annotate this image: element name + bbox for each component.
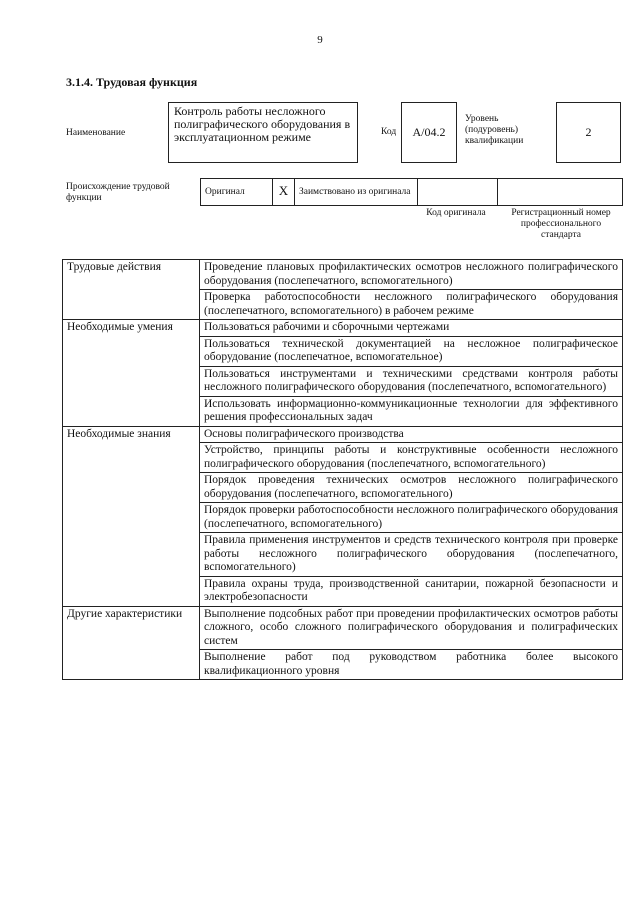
- origin-label: Происхождение трудовой функции: [66, 182, 170, 203]
- category-cell: Трудовые действия: [63, 260, 200, 320]
- description-cell: Проведение плановых профилактических осмотров несложного полиграфического оборудования (послепечатного, вспомогательного): [200, 260, 623, 290]
- description-cell: Основы полиграфического производства: [200, 426, 623, 443]
- code-original-cell: [418, 179, 498, 206]
- description-cell: Пользоваться инструментами и техническими средствами контроля работы несложного полиграфического оборудования (послепечатного, вспомогательного): [200, 366, 623, 396]
- description-cell: Проверка работоспособности несложного полиграфического оборудования (послепечатного, вспомогательного) в рабочем режиме: [200, 290, 623, 320]
- category-cell: Другие характеристики: [63, 606, 200, 680]
- name-label: Наименование: [66, 128, 126, 138]
- function-name-box: Контроль работы несложного полиграфического оборудования в эксплуатационном режиме: [168, 102, 358, 163]
- original-cell: [201, 179, 273, 206]
- description-cell: Выполнение подсобных работ при проведении профилактических осмотров работы сложного, особо сложного полиграфического оборудования и полиграфических систем: [200, 606, 623, 650]
- table-row: [63, 426, 623, 443]
- reg-number-cell: [498, 179, 623, 206]
- description-cell: Пользоваться рабочими и сборочными чертежами: [200, 320, 623, 337]
- qualification-level-label: Уровень (подуровень) квалификации: [465, 114, 524, 146]
- original-label: Оригинал: [205, 187, 245, 197]
- description-cell: Пользоваться технической документацией на несложное полиграфическое оборудование (послепечатное, вспомогательное): [200, 336, 623, 366]
- description-cell: Порядок проведения технических осмотров несложного полиграфического оборудования (послепечатного, вспомогательного): [200, 473, 623, 503]
- description-cell: Правила охраны труда, производственной санитарии, пожарной безопасности и электробезопасности: [200, 576, 623, 606]
- table-row: [63, 606, 623, 650]
- section-title: 3.1.4. Трудовая функция: [66, 75, 198, 89]
- category-cell: Необходимые умения: [63, 320, 200, 427]
- description-cell: Порядок проверки работоспособности несложного полиграфического оборудования (послепечатного, вспомогательного): [200, 503, 623, 533]
- code-original-label: Код оригинала: [426, 208, 486, 218]
- table-row: [63, 260, 623, 290]
- page-number: 9: [317, 34, 323, 46]
- origin-table: [200, 178, 623, 206]
- original-mark: X: [273, 179, 295, 206]
- qualification-level-box: 2: [556, 102, 621, 163]
- description-cell: Использовать информационно-коммуникационные технологии для эффективного решения профессиональных задач: [200, 396, 623, 426]
- category-cell: Необходимые знания: [63, 426, 200, 606]
- borrowed-label: Заимствовано из оригинала: [299, 187, 411, 197]
- table-row: [63, 320, 623, 337]
- function-code-box: А/04.2: [401, 102, 457, 163]
- description-cell: Выполнение работ под руководством работника более высокого квалификационного уровня: [200, 650, 623, 680]
- code-label: Код: [381, 127, 397, 137]
- function-details-table: [62, 259, 623, 680]
- description-cell: Устройство, принципы работы и конструктивные особенности несложного полиграфического оборудования (послепечатного, вспомогательного): [200, 443, 623, 473]
- reg-number-label: Регистрационный номер профессионального стандарта: [511, 208, 611, 240]
- borrowed-cell: [295, 179, 418, 206]
- description-cell: Правила применения инструментов и средств технического контроля при проверке работы несложного полиграфического оборудования (послепечатного, вспомогательного): [200, 533, 623, 577]
